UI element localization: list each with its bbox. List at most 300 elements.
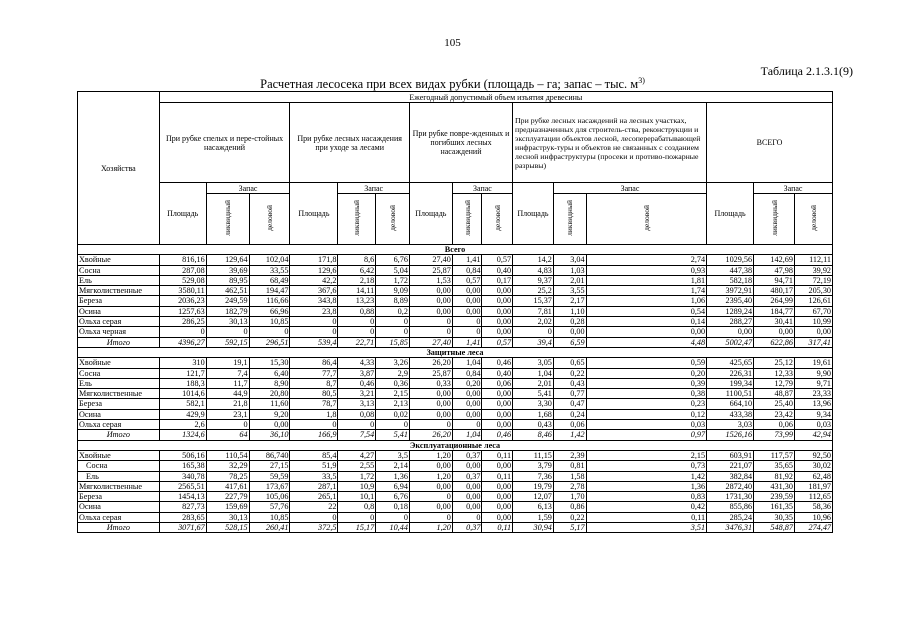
table-cell: 9,71 <box>794 378 832 388</box>
header-stock: Запас <box>754 183 833 194</box>
table-cell: 5002,47 <box>707 337 754 347</box>
table-cell: 27,40 <box>409 337 452 347</box>
table-cell: 6,40 <box>249 368 290 378</box>
table-cell: 9,37 <box>513 275 554 285</box>
table-cell: 0,00 <box>409 306 452 316</box>
header-area: Площадь <box>707 183 754 245</box>
section-title: Защитные леса <box>78 347 833 357</box>
table-cell: 0,54 <box>586 306 707 316</box>
table-cell: 0,00 <box>452 389 482 399</box>
table-cell: 181,97 <box>794 481 832 491</box>
table-cell: 30,02 <box>794 461 832 471</box>
table-cell: 129,6 <box>290 265 338 275</box>
table-cell: 9,90 <box>794 368 832 378</box>
table-cell: 1,8 <box>290 409 338 419</box>
table-cell: 121,7 <box>159 368 206 378</box>
table-row <box>78 275 833 285</box>
table-cell: 1,68 <box>513 409 554 419</box>
table-row <box>78 358 833 368</box>
table-cell: 317,41 <box>794 337 832 347</box>
section-row <box>78 440 833 450</box>
table-cell: 0,46 <box>482 358 513 368</box>
table-row <box>78 481 833 491</box>
table-cell: 1526,16 <box>707 430 754 440</box>
row-name: Сосна <box>78 265 160 275</box>
header-group-damaged: При рубке повре-жденных и погибших лесных насаждений <box>409 103 512 183</box>
header-business <box>586 194 707 245</box>
table-cell: 1,36 <box>376 471 410 481</box>
row-name: Береза <box>78 296 160 306</box>
table-cell: 77,7 <box>290 368 338 378</box>
table-cell: 1,58 <box>553 471 586 481</box>
header-liquid <box>206 194 249 245</box>
table-cell: 64 <box>206 430 249 440</box>
table-cell: 2,01 <box>553 275 586 285</box>
table-cell: 462,51 <box>206 286 249 296</box>
table-cell: 182,79 <box>206 306 249 316</box>
table-cell: 0,42 <box>586 502 707 512</box>
table-cell: 1,10 <box>553 306 586 316</box>
table-cell: 1,42 <box>553 430 586 440</box>
table-cell: 7,4 <box>206 368 249 378</box>
table-cell: 0,14 <box>586 317 707 327</box>
table-cell: 3476,31 <box>707 523 754 533</box>
table-cell: 4,48 <box>586 337 707 347</box>
table-cell: 0,00 <box>409 481 452 491</box>
table-cell: 6,59 <box>553 337 586 347</box>
table-cell: 22,71 <box>338 337 376 347</box>
table-cell: 81,92 <box>754 471 795 481</box>
table-cell: 9,09 <box>376 286 410 296</box>
row-name: Мягколиственные <box>78 286 160 296</box>
table-cell: 0,00 <box>452 481 482 491</box>
table-cell: 0,17 <box>482 275 513 285</box>
table-cell: 0 <box>290 512 338 522</box>
table-cell: 0,00 <box>482 409 513 419</box>
table-cell: 2,14 <box>376 461 410 471</box>
header-business-text: деловой <box>808 205 818 231</box>
table-cell: 1,53 <box>409 275 452 285</box>
header-liquid <box>338 194 376 245</box>
table-cell: 264,99 <box>754 296 795 306</box>
table-cell: 0,03 <box>586 420 707 430</box>
table-cell: 2,15 <box>376 389 410 399</box>
table-cell: 9,34 <box>794 409 832 419</box>
table-cell: 66,96 <box>249 306 290 316</box>
table-cell: 25,40 <box>754 399 795 409</box>
table-row <box>78 265 833 275</box>
table-cell: 0,24 <box>553 409 586 419</box>
table-cell: 0,06 <box>482 378 513 388</box>
table-cell: 0,39 <box>586 378 707 388</box>
table-cell: 27,15 <box>249 461 290 471</box>
table-cell: 26,20 <box>409 430 452 440</box>
table-cell: 425,65 <box>707 358 754 368</box>
table-cell: 3,30 <box>513 399 554 409</box>
table-cell: 1,03 <box>553 265 586 275</box>
table-cell: 0,36 <box>376 378 410 388</box>
table-cell: 0,93 <box>586 265 707 275</box>
table-cell: 287,08 <box>159 265 206 275</box>
table-cell: 30,41 <box>754 317 795 327</box>
table-cell: 3,13 <box>338 399 376 409</box>
table-cell: 431,30 <box>754 481 795 491</box>
table-cell: 0,38 <box>586 389 707 399</box>
table-cell: 0,00 <box>409 296 452 306</box>
table-cell: 0,65 <box>553 358 586 368</box>
table-cell: 47,98 <box>754 265 795 275</box>
table-cell: 105,06 <box>249 492 290 502</box>
table-cell: 5,41 <box>513 389 554 399</box>
table-cell: 249,59 <box>206 296 249 306</box>
table-cell: 274,47 <box>794 523 832 533</box>
table-cell: 1,20 <box>409 450 452 460</box>
header-liquid-text: ликвидный <box>223 200 233 236</box>
table-cell: 39,4 <box>513 337 554 347</box>
row-name: Сосна <box>78 368 160 378</box>
table-cell: 1,59 <box>513 512 554 522</box>
table-cell: 173,67 <box>249 481 290 491</box>
table-body <box>78 245 833 533</box>
table-cell: 0,00 <box>754 327 795 337</box>
row-name: Итого <box>78 337 160 347</box>
table-cell: 539,4 <box>290 337 338 347</box>
table-cell: 1,72 <box>338 471 376 481</box>
table-cell: 855,86 <box>707 502 754 512</box>
table-cell: 3,21 <box>338 389 376 399</box>
table-cell: 0,00 <box>482 492 513 502</box>
table-cell: 0,00 <box>707 327 754 337</box>
section-title: Всего <box>78 245 833 255</box>
table-cell: 0,00 <box>482 481 513 491</box>
table-cell: 0,37 <box>452 450 482 460</box>
table-cell: 1454,13 <box>159 492 206 502</box>
table-cell: 0,20 <box>586 368 707 378</box>
table-cell: 2872,40 <box>707 481 754 491</box>
header-business <box>482 194 513 245</box>
table-cell: 0,00 <box>482 306 513 316</box>
table-cell: 0 <box>452 317 482 327</box>
table-cell: 0,00 <box>482 327 513 337</box>
table-cell: 4396,27 <box>159 337 206 347</box>
row-name: Ольха черная <box>78 327 160 337</box>
table-cell: 0 <box>159 327 206 337</box>
table-cell: 0,00 <box>482 317 513 327</box>
table-cell: 1324,6 <box>159 430 206 440</box>
table-cell: 0 <box>206 420 249 430</box>
title-text: Расчетная лесосека при всех видах рубки (площадь – га; запас – тыс. м <box>260 77 639 92</box>
table-row <box>78 255 833 265</box>
table-cell: 0,00 <box>586 327 707 337</box>
table-cell: 0,11 <box>482 471 513 481</box>
table-cell: 4,27 <box>338 450 376 460</box>
table-cell: 25,12 <box>754 358 795 368</box>
table-cell: 0,12 <box>586 409 707 419</box>
table-cell: 86,4 <box>290 358 338 368</box>
header-liquid <box>754 194 795 245</box>
table-cell: 285,24 <box>707 512 754 522</box>
table-cell: 0,00 <box>409 461 452 471</box>
table-cell: 33,5 <box>290 471 338 481</box>
header-farm: Хозяйства <box>78 92 160 245</box>
table-cell: 2,9 <box>376 368 410 378</box>
table-cell: 3,04 <box>553 255 586 265</box>
title-superscript: 3) <box>638 76 645 85</box>
table-cell: 1,72 <box>376 275 410 285</box>
table-container <box>77 91 833 533</box>
table-cell: 23,1 <box>206 409 249 419</box>
table-cell: 3,79 <box>513 461 554 471</box>
table-cell: 0,00 <box>452 296 482 306</box>
table-cell: 33,55 <box>249 265 290 275</box>
table-cell: 205,30 <box>794 286 832 296</box>
table-cell: 0,22 <box>553 368 586 378</box>
table-cell: 0,57 <box>482 255 513 265</box>
table-cell: 340,78 <box>159 471 206 481</box>
table-cell: 0,81 <box>553 461 586 471</box>
table-cell: 0,84 <box>452 265 482 275</box>
table-cell: 0,00 <box>452 492 482 502</box>
table-cell: 0,00 <box>482 296 513 306</box>
table-cell: 0 <box>206 327 249 337</box>
table-cell: 6,94 <box>376 481 410 491</box>
total-row <box>78 523 833 533</box>
row-name: Итого <box>78 430 160 440</box>
table-cell: 1,36 <box>586 481 707 491</box>
table-cell: 80,5 <box>290 389 338 399</box>
table-cell: 58,36 <box>794 502 832 512</box>
table-cell: 582,18 <box>707 275 754 285</box>
table-cell: 14,2 <box>513 255 554 265</box>
table-cell: 6,76 <box>376 492 410 502</box>
header-business <box>376 194 410 245</box>
table-cell: 8,7 <box>290 378 338 388</box>
header-stock: Запас <box>206 183 290 194</box>
table-cell: 2,6 <box>159 420 206 430</box>
table-cell: 2,39 <box>553 450 586 460</box>
table-cell: 25,87 <box>409 265 452 275</box>
table-cell: 59,59 <box>249 471 290 481</box>
table-cell: 0,06 <box>553 420 586 430</box>
table-row <box>78 450 833 460</box>
row-name: Ольха серая <box>78 512 160 522</box>
table-cell: 283,65 <box>159 512 206 522</box>
table-cell: 239,59 <box>754 492 795 502</box>
table-cell: 89,95 <box>206 275 249 285</box>
table-cell: 1,20 <box>409 523 452 533</box>
table-cell: 10,44 <box>376 523 410 533</box>
table-cell: 35,65 <box>754 461 795 471</box>
table-cell: 0 <box>376 420 410 430</box>
table-cell: 0,2 <box>376 306 410 316</box>
header-business-text: деловой <box>641 205 651 231</box>
table-cell: 12,07 <box>513 492 554 502</box>
table-cell: 1257,63 <box>159 306 206 316</box>
table-cell: 0,40 <box>482 368 513 378</box>
table-cell: 23,8 <box>290 306 338 316</box>
table-cell: 0 <box>338 327 376 337</box>
table-cell: 21,8 <box>206 399 249 409</box>
table-cell: 67,70 <box>794 306 832 316</box>
table-cell: 0,00 <box>409 389 452 399</box>
table-cell: 664,10 <box>707 399 754 409</box>
row-name: Мягколиственные <box>78 389 160 399</box>
table-cell: 0,00 <box>553 327 586 337</box>
header-liquid-text: ликвидный <box>462 200 472 236</box>
table-cell: 827,73 <box>159 502 206 512</box>
table-cell: 7,54 <box>338 430 376 440</box>
row-name: Береза <box>78 399 160 409</box>
table-cell: 0,00 <box>482 389 513 399</box>
table-cell: 30,94 <box>513 523 554 533</box>
table-cell: 8,89 <box>376 296 410 306</box>
table-cell: 78,25 <box>206 471 249 481</box>
table-cell: 5,17 <box>553 523 586 533</box>
table-cell: 117,57 <box>754 450 795 460</box>
table-cell: 343,8 <box>290 296 338 306</box>
table-cell: 2395,40 <box>707 296 754 306</box>
table-cell: 3972,91 <box>707 286 754 296</box>
header-liquid-text: ликвидный <box>352 200 362 236</box>
table-cell: 11,60 <box>249 399 290 409</box>
table-cell: 12,79 <box>754 378 795 388</box>
table-cell: 8,90 <box>249 378 290 388</box>
table-row <box>78 492 833 502</box>
table-cell: 367,6 <box>290 286 338 296</box>
table-cell: 0,8 <box>338 502 376 512</box>
table-cell: 6,13 <box>513 502 554 512</box>
table-cell: 3,87 <box>338 368 376 378</box>
table-cell: 0,88 <box>338 306 376 316</box>
table-cell: 417,61 <box>206 481 249 491</box>
table-cell: 2,18 <box>338 275 376 285</box>
table-cell: 0,00 <box>452 461 482 471</box>
table-cell: 1,74 <box>586 286 707 296</box>
table-cell: 116,66 <box>249 296 290 306</box>
table-cell: 30,13 <box>206 512 249 522</box>
page-number: 105 <box>444 37 461 49</box>
table-cell: 265,1 <box>290 492 338 502</box>
table-cell: 226,31 <box>707 368 754 378</box>
table-cell: 0 <box>376 512 410 522</box>
table-row <box>78 409 833 419</box>
table-cell: 32,29 <box>206 461 249 471</box>
table-cell: 10,85 <box>249 317 290 327</box>
table-cell: 0 <box>376 327 410 337</box>
table-cell: 0,83 <box>586 492 707 502</box>
row-name: Хвойные <box>78 450 160 460</box>
table-cell: 0,11 <box>586 512 707 522</box>
table-cell: 0 <box>452 327 482 337</box>
table-cell: 1100,51 <box>707 389 754 399</box>
table-cell: 3071,67 <box>159 523 206 533</box>
table-cell: 20,80 <box>249 389 290 399</box>
table-cell: 0 <box>338 420 376 430</box>
table-cell: 129,64 <box>206 255 249 265</box>
table-cell: 0,43 <box>513 420 554 430</box>
table-cell: 0,00 <box>409 286 452 296</box>
header-stock: Запас <box>553 183 706 194</box>
row-name: Ольха серая <box>78 420 160 430</box>
table-cell: 528,15 <box>206 523 249 533</box>
table-cell: 0,03 <box>794 420 832 430</box>
table-cell: 7,36 <box>513 471 554 481</box>
table-cell: 0,77 <box>553 389 586 399</box>
table-cell: 102,04 <box>249 255 290 265</box>
table-cell: 0,00 <box>452 502 482 512</box>
table-cell: 6,42 <box>338 265 376 275</box>
table-cell: 3580,11 <box>159 286 206 296</box>
table-cell: 19,1 <box>206 358 249 368</box>
table-cell: 0,57 <box>482 337 513 347</box>
table-cell: 0 <box>409 492 452 502</box>
table-row <box>78 378 833 388</box>
row-name: Ель <box>78 275 160 285</box>
table-cell: 0,00 <box>794 327 832 337</box>
table-cell: 15,85 <box>376 337 410 347</box>
table-row <box>78 512 833 522</box>
table-cell: 13,96 <box>794 399 832 409</box>
table-cell: 529,08 <box>159 275 206 285</box>
table-cell: 0 <box>290 420 338 430</box>
table-cell: 110,54 <box>206 450 249 460</box>
table-cell: 188,3 <box>159 378 206 388</box>
table-cell: 9,20 <box>249 409 290 419</box>
table-cell: 2,01 <box>513 378 554 388</box>
row-name: Осина <box>78 502 160 512</box>
table-cell: 10,99 <box>794 317 832 327</box>
table-cell: 159,69 <box>206 502 249 512</box>
table-cell: 30,13 <box>206 317 249 327</box>
table-cell: 0 <box>290 327 338 337</box>
header-liquid <box>452 194 482 245</box>
table-cell: 0,00 <box>482 502 513 512</box>
row-name: Хвойные <box>78 255 160 265</box>
table-cell: 296,51 <box>249 337 290 347</box>
table-cell: 548,87 <box>754 523 795 533</box>
header-group-mature: При рубке спелых и пере-стойных насаждений <box>159 103 290 183</box>
table-cell: 0 <box>452 512 482 522</box>
header-liquid-text: ликвидный <box>565 200 575 236</box>
table-cell: 27,40 <box>409 255 452 265</box>
table-cell: 433,38 <box>707 409 754 419</box>
table-cell: 0,00 <box>452 409 482 419</box>
table-cell: 0 <box>513 327 554 337</box>
table-cell: 0,11 <box>482 450 513 460</box>
table-cell: 3,03 <box>707 420 754 430</box>
table-cell: 1,04 <box>513 368 554 378</box>
table-cell: 3,5 <box>376 450 410 460</box>
table-cell: 39,69 <box>206 265 249 275</box>
table-cell: 42,2 <box>290 275 338 285</box>
table-cell: 0,73 <box>586 461 707 471</box>
table-row <box>78 368 833 378</box>
table-cell: 1,41 <box>452 255 482 265</box>
table-row <box>78 471 833 481</box>
table-cell: 166,9 <box>290 430 338 440</box>
table-cell: 2,78 <box>553 481 586 491</box>
table-cell: 3,51 <box>586 523 707 533</box>
table-cell: 0,00 <box>482 399 513 409</box>
table-cell: 0 <box>338 512 376 522</box>
table-cell: 112,65 <box>794 492 832 502</box>
table-row <box>78 461 833 471</box>
table-cell: 4,83 <box>513 265 554 275</box>
header-business-text: деловой <box>492 205 502 231</box>
table-cell: 0,00 <box>409 502 452 512</box>
table-cell: 0,00 <box>482 286 513 296</box>
table-cell: 36,10 <box>249 430 290 440</box>
